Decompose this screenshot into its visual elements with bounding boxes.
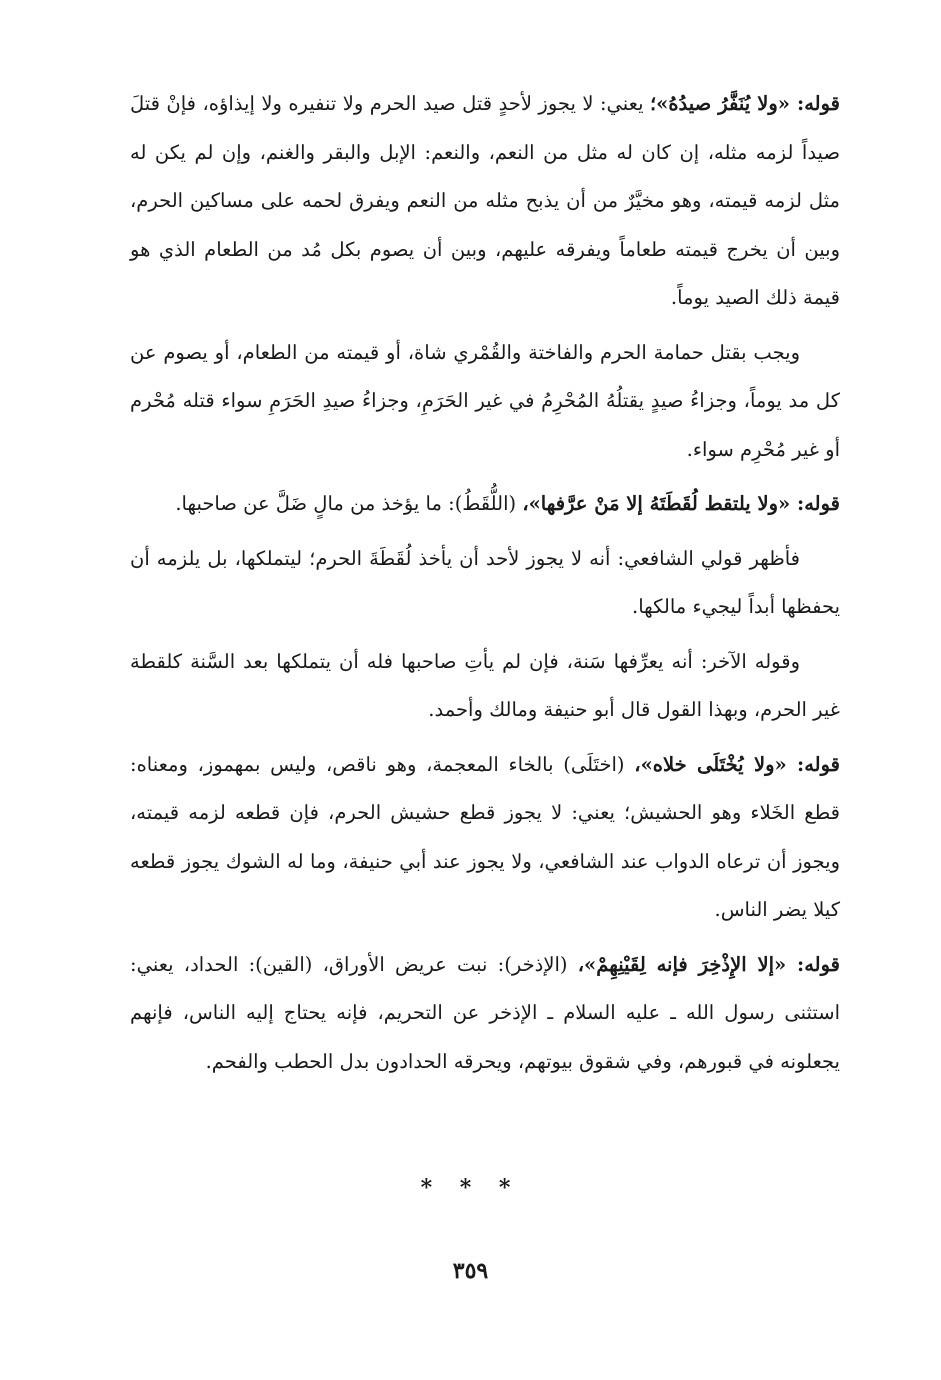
paragraph-lead: قوله: «ولا يلتقط لُقَطَتَهُ إلا مَنْ عرَّفها»، [522, 492, 840, 515]
paragraph-lead: قوله: «إلا الإِذْخِرَ فإنه لِقَيْنِهِمْ»، [577, 952, 840, 976]
paragraph-text: فأظهر قولي الشافعي: أنه لا يجوز لأحد أن يأخذ لُقَطَةَ الحرم؛ ليتملكها، بل يلزمه أن يحفظها أبداً ليجيء مالكها. [130, 546, 840, 618]
paragraph-lost-property [130, 480, 840, 529]
paragraph-pigeon [130, 329, 840, 475]
paragraph-text: (الإذخر): نبت عريض الأوراق، (القين): الحداد، يعني: استثنى رسول الله ـ عليه السلام ـ الإذخر عن التحريم، فإنه يحتاج إليه الناس، فإنهم يجعلونه في قبورهم، وفي شقوق بيوتهم، ويحرقه الحدادون بدل الحطب والفحم. [130, 952, 840, 1073]
paragraph-text: وقوله الآخر: أنه يعرِّفها سَنة، فإن لم يأتِ صاحبها فله أن يتملكها بعد السَّنة كلقطة غير الحرم، وبهذا القول قال أبو حنيفة ومالك وأحمد. [130, 649, 840, 721]
paragraph-shafii-second-opinion [130, 638, 840, 735]
paragraph-idhkhir [130, 941, 840, 1087]
paragraph-text: (اللُّقَطُ): ما يؤخذ من مالٍ ضَلَّ عن صاحبها. [175, 492, 523, 515]
section-divider-ornament: * * * [420, 1175, 521, 1201]
paragraph-text: ويجب بقتل حمامة الحرم والفاختة والقُمْري شاة، أو قيمته من الطعام، أو يصوم عن كل مد يوماً، وجزاءُ صيدٍ يقتلُهُ المُحْرِمُ في غير الحَرَمِ، وجزاءُ صيدِ الحَرَمِ سواء قتله مُحْرم أو غير مُحْرِم سواء. [130, 340, 840, 461]
paragraph-grass [130, 741, 840, 935]
paragraph-text: يعني: لا يجوز لأحدٍ قتل صيد الحرم ولا تنفيره ولا إيذاؤه، فإنْ قتلَ صيداً لزمه مثله، إن كان له مثل من النعم، والنعم: الإبل والبقر والغنم، وإن لم يكن له مثل لزمه قيمته، وهو مخيَّرٌ من أن يذبح مثله من النعم ويفرق لحمه على مساكين الحرم، وبين أن يخرج قيمته طعاماً ويفرقه عليهم، وبين أن يصوم بكل مُد من الطعام الذي هو قيمة ذلك الصيد يوماً. [130, 92, 840, 309]
paragraph-lead: قوله: «ولا يُخْتَلَى خلاه»، [634, 752, 840, 776]
paragraph-hunting [130, 80, 840, 323]
paragraph-shafii-first-opinion [130, 535, 840, 632]
page-body [130, 80, 840, 1092]
paragraph-text: (اختَلَى) بالخاء المعجمة، وهو ناقص، وليس بمهموز، ومعناه: قطع الخَلاء وهو الحشيش؛ يعني: لا يجوز قطع حشيش الحرم، فإن قطعه لزمه قيمته، ويجوز أن ترعاه الدواب عند الشافعي، ولا يجوز عند أبي حنيفة، وما له الشوك يجوز قطعه كيلا يضر الناس. [130, 752, 840, 921]
page-number: ٣٥٩ [452, 1258, 489, 1284]
paragraph-lead: قوله: «ولا يُنَفَّرُ صيدُهُ»؛ [649, 92, 841, 115]
